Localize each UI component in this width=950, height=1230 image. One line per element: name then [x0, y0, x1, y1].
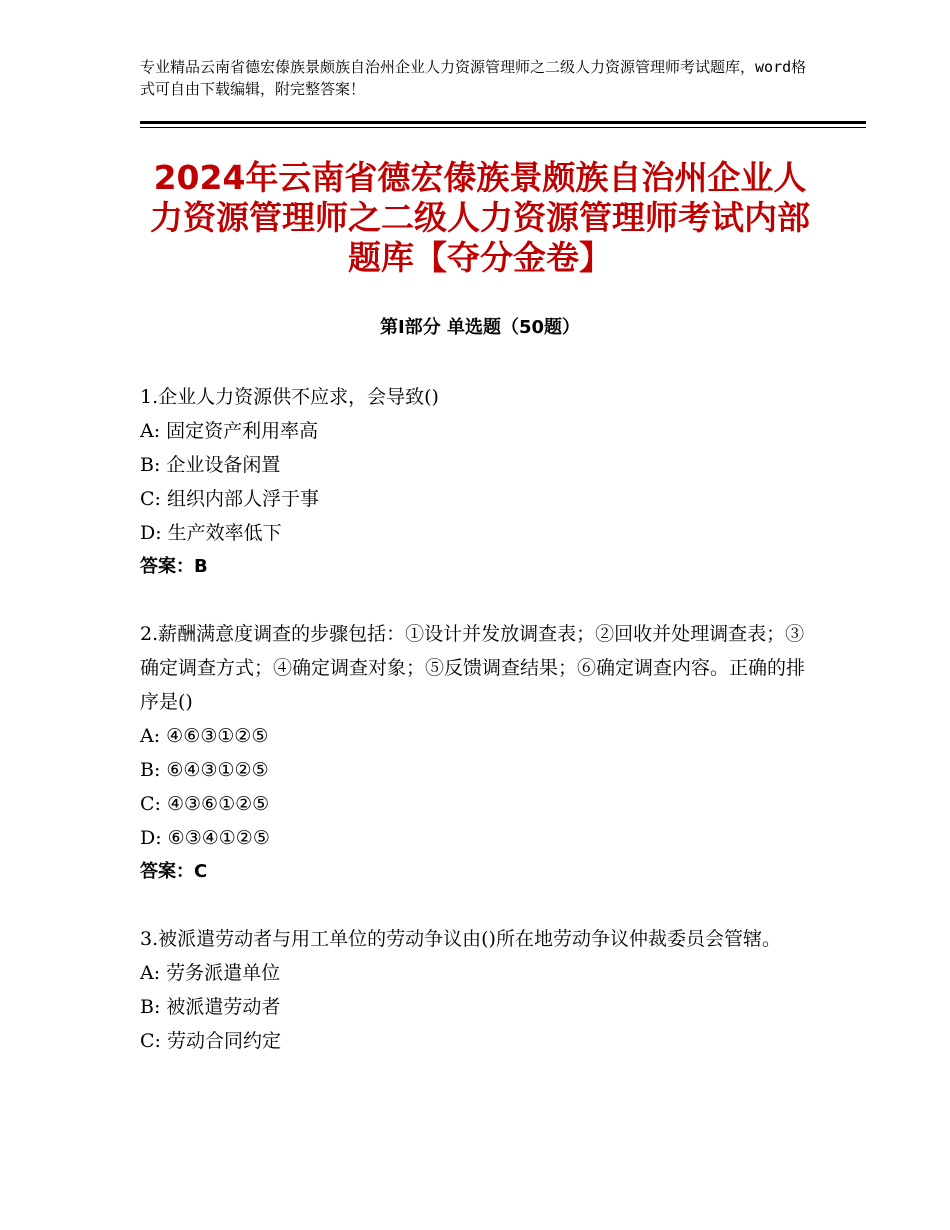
question-list [140, 380, 805, 1091]
option-a: A: 劳务派遣单位 [140, 962, 281, 984]
option-a: A: 固定资产利用率高 [140, 420, 319, 442]
question-stem: 2.薪酬满意度调查的步骤包括：①设计并发放调查表；②回收并处理调查表；③确定调查方式；④确定调查对象；⑤反馈调查结果；⑥确定调查内容。正确的排序是() [140, 623, 806, 713]
option-b: B: 企业设备闲置 [140, 454, 281, 476]
option-d: D: ⑥③④①②⑤ [140, 827, 270, 849]
header-rule-thin [140, 127, 866, 128]
question-1 [140, 380, 805, 584]
option-a: A: ④⑥③①②⑤ [140, 725, 269, 747]
answer: 答案：C [140, 861, 208, 882]
option-b: B: ⑥④③①②⑤ [140, 759, 269, 781]
section-heading: 第Ⅰ部分 单选题（50题） [379, 317, 580, 338]
option-b: B: 被派遣劳动者 [140, 996, 281, 1018]
question-stem: 3.被派遣劳动者与用工单位的劳动争议由()所在地劳动争议仲裁委员会管辖。 [140, 928, 781, 950]
document-title: 2024年云南省德宏傣族景颇族自治州企业人力资源管理师之二级人力资源管理师考试内部题库【夺分金卷】 [150, 158, 810, 277]
question-2 [140, 617, 805, 889]
answer: 答案：B [140, 556, 208, 577]
question-stem: 1.企业人力资源供不应求，会导致() [140, 386, 439, 408]
header-rule-thick [140, 121, 866, 124]
option-c: C: 组织内部人浮于事 [140, 488, 319, 510]
header-note: 专业精品云南省德宏傣族景颇族自治州企业人力资源管理师之二级人力资源管理师考试题库，word格式可自由下载编辑，附完整答案！ [140, 58, 807, 98]
option-d: D: 生产效率低下 [140, 522, 282, 544]
question-3 [140, 922, 805, 1058]
option-c: C: ④③⑥①②⑤ [140, 793, 270, 815]
option-c: C: 劳动合同约定 [140, 1030, 281, 1052]
